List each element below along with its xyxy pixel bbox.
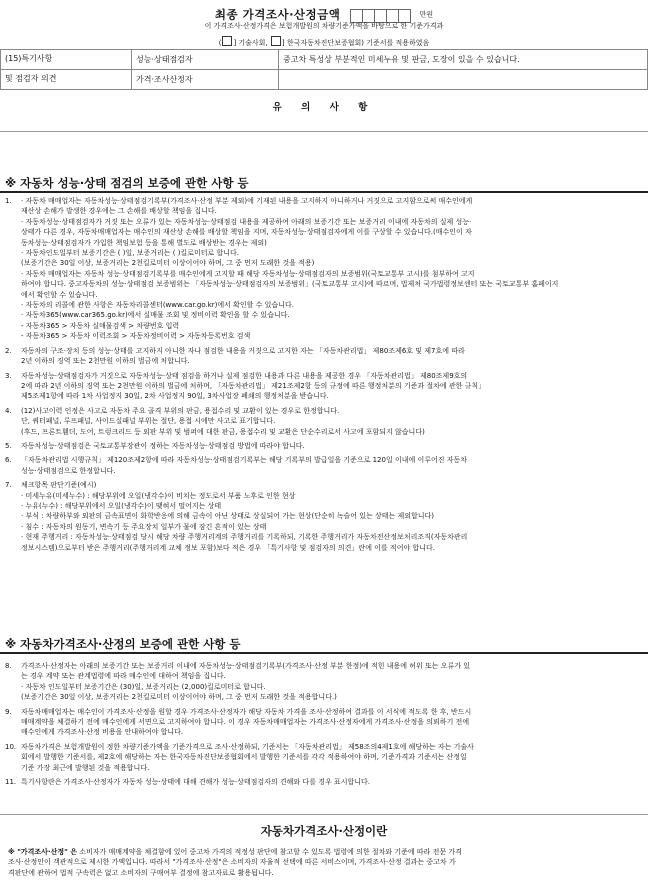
notice-title: 유 의 사 항 — [272, 102, 376, 113]
notice-item — [5, 441, 643, 451]
notice-item-line: 2년 이하의 징역 또는 2천만원 이하의 벌금에 처합니다. — [21, 357, 190, 366]
kada-label: ] 한국자동차진단보증협회) 기준서를 적용하였음 — [281, 39, 430, 47]
notice-item-line: 「자동차관리법 시행규칙」 제120조제2항에 따라 자동차성능·상태점검기록부는 해당 기록부의 발급일을 기준으로 120일 이내에 이루어진 자동차 — [21, 456, 468, 465]
notice-item-line: 하여야 합니다. 중고자동차의 성능·상태점검 보증범위는 「자동차성능·상태점검자의 보증범위」(국토교통부 고시)에 따르며, 법제처 국가법령정보센터 또는 국토교통부 홈페이지 — [21, 280, 559, 289]
notice-item-line: (후드, 프론트휀더, 도어, 트렁크리드 등 외판 부위 및 범퍼에 대한 판금, 용접수리 및 교환은 단순수리로서 사고에 포함되지 않습니다) — [21, 427, 425, 436]
notice-item-line: 상태가 다른 경우, 자동차매매업자는 매수인의 재산상 손해를 배상할 책임을 지며, 자동차성능·상태점검자에게 이를 구상할 수 있습니다.(매수인이 자 — [21, 228, 472, 237]
notice-item-text — [21, 661, 643, 703]
notice-item-line: 자동차가격은 보험개발원이 정한 차량기준가액을 기준가격으로 조사·산정하되, 기준서는 「자동차관리법」 제58조의4제1호에 해당하는 자는 기술사 — [21, 742, 474, 751]
notice-item-line: 체크항목 판단기준(예시) — [21, 481, 97, 490]
section1-title: ※ 자동차 성능·상태 점검의 보증에 관한 사항 등 — [0, 175, 648, 193]
notice-item-number: 1. — [5, 197, 12, 205]
notice-item-text — [21, 455, 643, 476]
notice-item-number: 4. — [5, 406, 12, 415]
final-price-header — [0, 4, 648, 20]
notice-item — [5, 777, 643, 787]
notice-item-text — [21, 406, 643, 437]
notice-item-line: 단, 쿼터패널, 루프패널, 사이드실패널 부위는 절단, 용접 시에만 사고로 표기합니다. — [21, 417, 276, 426]
notice-item-text — [21, 480, 643, 553]
definition-title: 자동차가격조사·산정이란 — [260, 824, 388, 838]
definition-line-2: 조사·산정인이 객관적으로 제시한 가액입니다. 따라서 "가격조사·산정"은 소비자의 자율적 선택에 따른 서비스이며, 가격조사·산정 결과는 중고차 가 — [8, 858, 456, 867]
notice-item-line: · 자동차 인도일부터 보증기간은 (30)일, 보증거리는 (2,000)킬로미터로 합니다. — [21, 682, 266, 691]
definition-line-3: 격판단에 관하여 법적 구속력은 없고 소비자의 구매여부 결정에 참고자료로 활용됩니다. — [8, 868, 274, 877]
notice-item-line: · 침수 : 자동차의 원동기, 변속기 등 주요장치 일부가 물에 잠긴 흔적이 있는 상태 — [21, 522, 267, 531]
inspector-label: 성능·상태점검자 — [132, 50, 279, 70]
definition-text — [8, 847, 642, 878]
std-open-paren: ( — [218, 39, 222, 47]
notice-item-line: 기준 가장 최근에 발행된 것을 적용합니다. — [21, 763, 150, 772]
notice-item-line: 제5조제1항에 따라 1차 사업정지 30일, 2차 사업정지 90일, 3차사업장 폐쇄의 행정처분을 받습니다. — [21, 392, 329, 401]
special-notes-label: (15)특기사항 — [1, 50, 132, 70]
notice-item-number: 9. — [5, 707, 12, 716]
notice-item-line: (12)사고이력 인정은 사고로 자동차 주요 골격 부위의 판금, 용접수리 및 교환이 있는 경우로 한정합니다. — [21, 406, 340, 415]
notice-item — [5, 707, 643, 738]
notice-item-line: · 자동차성능·상태점검자가 거짓 또는 오류가 있는 자동차성능·상태점검 내용을 제공하여 아래의 보증기간 또는 보증거리 이내에 자동차의 실제 성능· — [21, 217, 472, 226]
notice-item-line: 특기사항란은 가격조사·산정자가 자동차 성능·상태에 대해 견해가 성능·상태점검자의 견해와 다를 경우 표시합니다. — [21, 778, 370, 787]
final-price-title: 최종 가격조사·산정금액 — [214, 7, 341, 22]
notice-item-line: 매수인에게 가격조사·산정 비용을 안내하여야 합니다. — [21, 728, 184, 737]
notice-item-line: 회에서 발행한 기준서를, 제2호에 해당하는 자는 한국자동차진단보증협회에서 발행한 기준서를 각각 적용하여야 하며, 기준가격과 기준서는 산정일 — [21, 753, 467, 762]
notice-item — [5, 406, 643, 437]
notice-item — [5, 742, 643, 773]
notice-item-line: · 자동차365(www.car365.go.kr)에서 실매물 조회 및 정비이력 확인을 할 수 있습니다. — [21, 311, 290, 320]
notice-item-number: 3. — [5, 371, 12, 380]
engineer-society-label: ] 기술사회, — [233, 39, 268, 47]
notice-item-line: 에서 확인할 수 있습니다. — [21, 290, 98, 299]
notice-item-text — [21, 742, 643, 773]
notice-item-number: 11. — [5, 778, 17, 787]
notice-item — [5, 371, 643, 402]
notice-item-line: · 자동차 매매업자는 자동차성능·상태점검기록부(가격조사·산정 부분 제외)에 기재된 내용을 고지하지 아니하거나 거짓으로 고지함으로써 매수인에게 — [21, 197, 473, 205]
definition-lead: ※ "가격조사·산정" 은 — [8, 848, 77, 856]
notice-item-text — [21, 196, 643, 342]
notice-item-text — [21, 346, 643, 367]
notice-band — [0, 85, 648, 132]
notice-item — [5, 455, 643, 476]
notice-item-line: 재산상 손해가 발생한 경우에는 그 손해를 배상할 책임을 집니다. — [21, 207, 217, 216]
notice-item — [5, 346, 643, 367]
notice-item-line: 정보시스템)으로부터 받은 주행거리(주행거리계 교체 정보 포함)보다 적은 경우 「특기사항 및 점검자의 의견」란에 이를 적어야 합니다. — [21, 543, 435, 552]
notice-item-line: 매매계약을 체결하기 전에 매수인에게 서면으로 고지하여야 합니다. 이 경우 자동차매매업자는 가격조사·산정자에게 가격조사·산정을 의뢰하기 전에 — [21, 718, 470, 727]
notice-item-line: · 누유(누수) : 해당부위에서 오일(냉각수)이 맺혀서 떨어지는 상태 — [21, 501, 222, 510]
price-standard-line — [0, 36, 648, 48]
notice-item-line: · 부식 : 차량하부와 외판의 금속표면이 화학반응에 의해 금속이 아닌 상태로 상실되어 가는 현상(단순히 녹슬어 있는 상태는 제외합니다) — [21, 512, 435, 521]
notice-item-text — [21, 371, 643, 402]
notice-item-line: 자동차성능·상태점검은 국토교통부장관이 정하는 자동차성능·상태점검 방법에 따라야 합니다. — [21, 441, 305, 450]
notice-item-line: (보증기간은 30일 이상, 보증거리는 2천킬로미터 이상이어야 하며, 그 중 먼저 도래한 것을 적용) — [21, 259, 315, 268]
notice-item-number: 5. — [5, 441, 12, 450]
notice-item-line: 2에 따라 2년 이하의 징역 또는 2천만원 이하의 벌금에 처하며, 「자동차관리법」 제21조제2항 등의 규정에 따른 행정처분의 기준과 절차에 관한 규칙」 — [21, 381, 486, 390]
notice-item-line: - 자동차365 > 자동차 이력조회 > 자동차정비이력 > 자동차등록번호 검색 — [21, 332, 251, 341]
notice-item-number: 8. — [5, 662, 12, 670]
engineer-society-checkbox[interactable] — [222, 36, 232, 46]
notice-item-line: - 자동차365 > 자동차 실매물검색 > 차량번호 입력 — [21, 321, 180, 330]
notice-item-text — [21, 441, 643, 451]
notice-item-line: · 현재 주행거리 : 자동차성능·상태점검 당시 해당 차량 주행거리계의 주행거리를 기록하되, 기록한 주행거리가 자동차전산정보처리조직(자동차관리 — [21, 533, 468, 542]
notice-item-number: 10. — [5, 742, 17, 751]
notice-item-line: 자동차성능·상태점검자가 거짓으로 자동차성능·상태 점검을 하거나 실제 점검한 내용과 다른 내용을 제공한 경우 「자동차관리법」 제80조제9호의 — [21, 371, 468, 380]
special-notes-table — [0, 49, 648, 90]
definition-line-1-rest: 소비자가 매매계약을 체결함에 있어 중고차 가격의 적정성 판단에 참고할 수 있도록 법령에 의한 절차와 기준에 따라 전문 가격 — [76, 848, 462, 856]
section2-title: ※ 자동차가격조사·산정의 보증에 관한 사항 등 — [0, 636, 648, 654]
notice-item-line: 동차성능·상태점검자가 가입한 책임보험 등을 통해 별도로 배상받는 경우는 제외) — [21, 238, 267, 247]
notice-item-text — [21, 707, 643, 738]
inspector-opinion: 중고차 특성상 부분적인 미세누유 및 판금, 도장이 있을 수 있습니다. — [279, 50, 648, 70]
section2-body — [5, 661, 643, 791]
notice-item-line: 자동차의 구조·장치 등의 성능·상태를 고지하지 아니한 자나 점검한 내용을 거짓으로 고지한 자는 「자동차관리법」 제80조제6호 및 제7호에 따라 — [21, 346, 465, 355]
notice-item-line: 가격조사·산정자는 아래의 보증기간 또는 보증거리 이내에 자동차성능·상태점검기록부(가격조사·산정 부분 한정)에 적힌 내용에 허위 또는 오류가 있 — [21, 662, 471, 670]
notice-item-text — [21, 777, 643, 787]
price-assessor-label: 가격·조사산정자 — [132, 70, 279, 90]
notice-item-line: 는 경우 계약 또는 관계법령에 따라 매수인에 대하여 책임을 집니다. — [21, 672, 226, 681]
notice-item-line: (보증기간은 30일 이상, 보증거리는 2천킬로미터 이상이어야 하며, 그 중 먼저 도래한 것을 적용합니다.) — [21, 693, 337, 702]
kada-checkbox[interactable] — [271, 36, 281, 46]
notice-item-line: 성능·상태점검으로 한정합니다. — [21, 466, 116, 475]
section1-body — [5, 196, 643, 557]
inspector-opinion-label: 및 점검자 의견 — [1, 70, 132, 90]
price-basis-line: 이 가격조사·산정가격은 보험개발원의 차량기준가액을 바탕으로 한 기준가격과 — [204, 22, 444, 30]
notice-item-number: 6. — [5, 456, 12, 465]
definition-line-1 — [8, 847, 642, 857]
price-unit: 만원 — [419, 10, 434, 19]
price-assessment-definition — [0, 814, 648, 892]
notice-item-number: 2. — [5, 346, 12, 355]
notice-item — [5, 480, 643, 553]
notice-item-line: · 자동차의 리콜에 관한 사항은 자동차리콜센터(www.car.go.kr)에서 확인할 수 있습니다. — [21, 301, 294, 310]
notice-item-line: · 자동차 매매업자는 자동차 성능·상태점검기록부를 매수인에게 고지할 때 해당 자동차성능·상태점검자의 보증범위(국토교통부 고시)를 첨부하여 고지 — [21, 269, 475, 278]
notice-item — [5, 661, 643, 703]
notice-item-number: 7. — [5, 481, 12, 490]
notice-item — [5, 196, 643, 342]
notice-item-line: · 미세누유(미세누수) : 해당부위에 오일(냉각수)이 비치는 정도로서 부품 노후로 인한 현상 — [21, 491, 296, 500]
notice-item-line: 자동차매매업자는 매수인이 가격조사·산정을 원할 경우 가격조사·산정자가 해당 자동차 가격을 조사·산정하여 결과를 이 서식에 적도록 한 후, 반드시 — [21, 707, 472, 716]
notice-item-line: · 자동차인도일부터 보증기간은 ( )일, 보증거리는 ( )킬로미터로 합니다. — [21, 249, 239, 258]
